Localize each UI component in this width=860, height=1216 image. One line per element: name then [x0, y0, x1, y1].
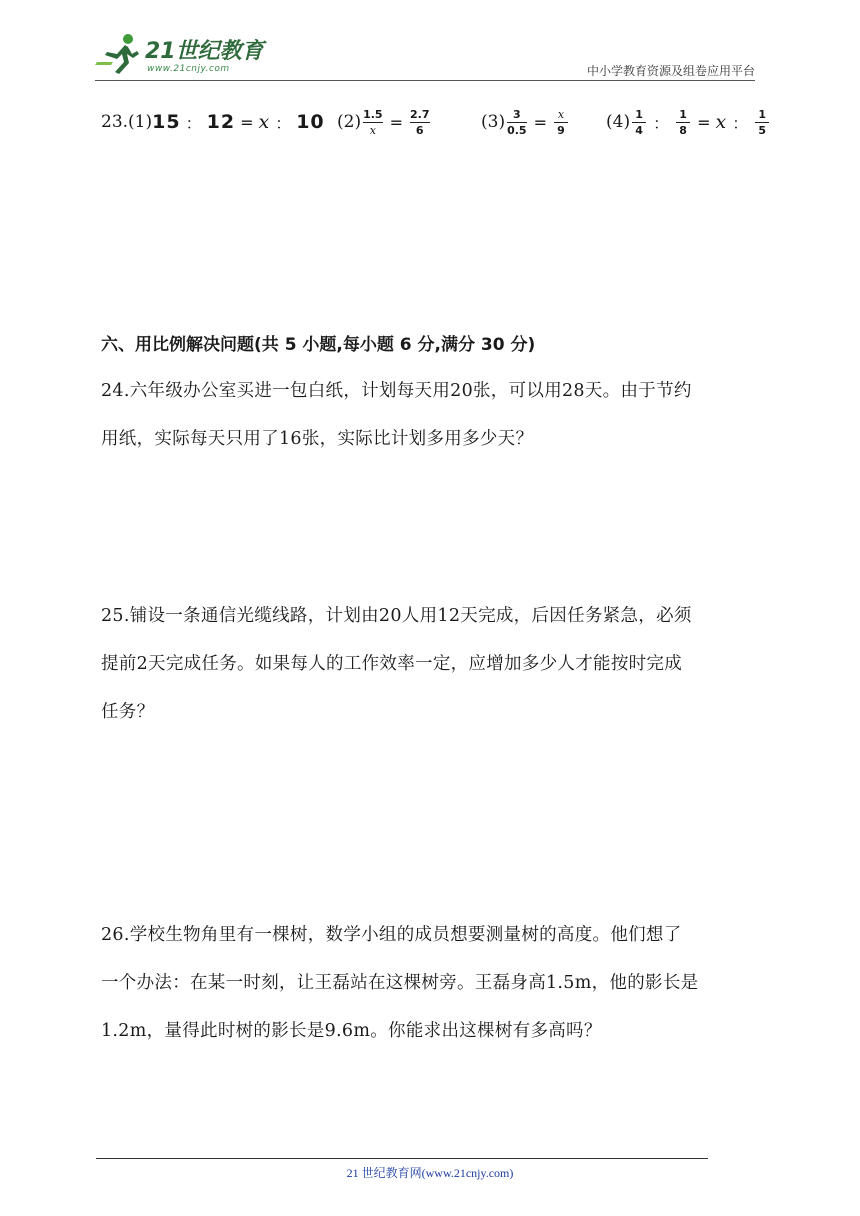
equals-sign: = — [240, 112, 254, 132]
fraction — [676, 108, 690, 137]
q23-part1 — [101, 100, 325, 144]
denominator: 6 — [415, 123, 424, 137]
q26-line: 一个办法：在某一时刻，让王磊站在这棵树旁。王磊身高1.5m，他的影长是 — [101, 973, 699, 993]
ratio-colon: ： — [275, 113, 292, 133]
fraction-bar — [363, 122, 383, 123]
fraction-bar — [755, 122, 769, 123]
denominator: 5 — [758, 123, 767, 137]
equals-sign: = — [389, 112, 403, 132]
q24-line: 用纸，实际每天只用了16张，实际比计划多用多少天？ — [101, 429, 534, 449]
logo-url: www.21cnjy.com — [147, 64, 230, 74]
denominator: 9 — [557, 123, 565, 137]
q26-line: 1.2m，量得此时树的影长是9.6m。你能求出这棵树有多高吗？ — [101, 1021, 602, 1041]
question-26 — [101, 911, 763, 1055]
denominator: x — [369, 123, 376, 137]
q25-line: 任务？ — [101, 702, 155, 722]
fraction-bar — [410, 122, 430, 123]
denominator: 8 — [679, 123, 687, 137]
q23-p1-term: 12 — [206, 111, 236, 133]
question-25 — [101, 592, 763, 736]
equals-sign: = — [697, 112, 711, 132]
fraction-bar — [507, 122, 527, 123]
fraction — [755, 108, 769, 137]
footer-divider — [96, 1158, 708, 1159]
fraction-bar — [554, 122, 568, 123]
site-logo — [95, 30, 265, 78]
runner-logo-icon — [95, 32, 145, 76]
denominator: 4 — [635, 123, 643, 137]
q25-line: 提前2天完成任务。如果每人的工作效率一定，应增加多少人才能按时完成 — [101, 654, 683, 674]
q25-line: 25.铺设一条通信光缆线路，计划由20人用12天完成，后因任务紧急，必须 — [101, 606, 692, 626]
ratio-colon: ： — [653, 113, 670, 133]
q23-part2 — [337, 100, 432, 144]
q24-line: 24.六年级办公室买进一包白纸，计划每天用20张，可以用28天。由于节约 — [101, 381, 692, 401]
numerator: 1 — [679, 107, 687, 121]
q23-part3 — [481, 100, 570, 144]
q23-p1-index: (1) — [128, 112, 153, 132]
ratio-colon: ： — [185, 113, 202, 133]
q23-p2-index: (2) — [337, 112, 362, 132]
q23-p1-term: 15 — [152, 111, 181, 133]
fraction-bar — [632, 122, 646, 123]
fraction — [632, 108, 646, 137]
numerator: 1.5 — [363, 107, 383, 121]
fraction — [507, 108, 527, 137]
section-title: 六、用比例解决问题(共 5 小题,每小题 6 分,满分 30 分) — [101, 335, 536, 355]
question-23 — [101, 100, 781, 144]
equals-sign: = — [533, 112, 547, 132]
fraction — [363, 108, 383, 137]
q23-p4-index: (4) — [606, 112, 631, 132]
fraction — [554, 108, 568, 137]
variable-x: x — [258, 111, 271, 133]
q23-part4 — [606, 100, 771, 144]
q26-line: 26.学校生物角里有一棵树，数学小组的成员想要测量树的高度。他们想了 — [101, 925, 682, 945]
fraction-bar — [676, 122, 690, 123]
logo-wordmark: 21世纪教育 — [145, 39, 264, 64]
numerator: 2.7 — [410, 107, 430, 121]
numerator: 1 — [635, 107, 643, 121]
header-tagline: 中小学教育资源及组卷应用平台 — [586, 64, 755, 78]
ratio-colon: ： — [732, 113, 749, 133]
numerator: x — [557, 107, 565, 121]
numerator: 1 — [758, 107, 767, 121]
question-24 — [101, 367, 763, 463]
q23-p3-index: (3) — [481, 112, 506, 132]
numerator: 3 — [513, 107, 521, 121]
page-header — [95, 30, 755, 80]
denominator: 0.5 — [507, 123, 527, 137]
footer-source: 21 世纪教育网(www.21cnjy.com) — [346, 1166, 514, 1180]
q23-label: 23. — [101, 112, 129, 132]
variable-x: x — [715, 111, 728, 133]
fraction — [410, 108, 430, 137]
header-divider — [95, 80, 755, 81]
q23-p1-term: 10 — [296, 111, 325, 133]
